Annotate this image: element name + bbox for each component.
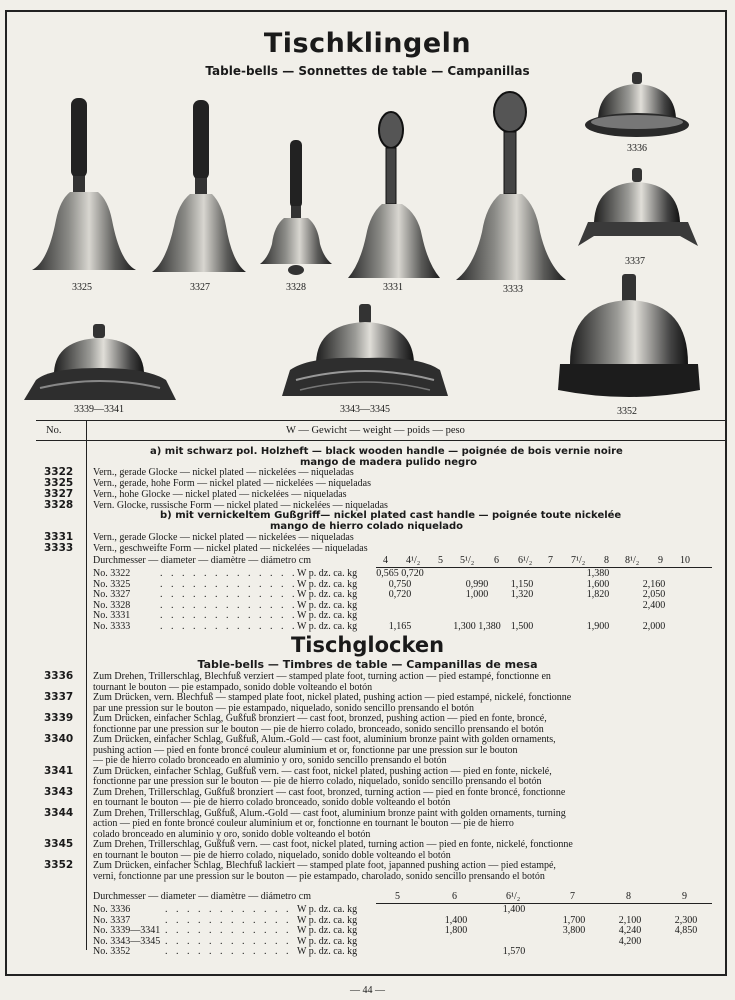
item-description: pushing action — pied en fonte broncé couleur aluminium et or, fonctionne par une pression sur le bouton	[93, 744, 518, 756]
item-number: 3341	[44, 764, 74, 777]
section-b-heading-2: mango de hierro colado niquelado	[270, 521, 464, 532]
section-b-heading: b) mit vernickeltem Gußgriff— nickel plated cast handle — poignée toute nickelée	[160, 510, 622, 521]
section-title: Tischglocken	[290, 633, 445, 657]
bell-3325	[32, 98, 136, 270]
table-cell: 1,380	[586, 568, 610, 579]
table-cell: 1,800	[444, 925, 468, 936]
item-number: 3328	[44, 499, 74, 511]
item-description: en tournant le bouton — pie de hierro colado bronceado, sonido doble volteando el botón	[93, 797, 451, 808]
bell-3343-3345	[282, 304, 448, 396]
table-row-number: No. 3331	[93, 610, 131, 621]
item-description: Zum Drücken, einfacher Schlag, Gußfuß, Alum.-Gold — cast foot, aluminium bronze paint with golden ornaments,	[93, 734, 556, 745]
item-description: fonctionne par une pression sur le bouton — pie de hierro colado, niquelado, sonido sencillo prensando el botón	[93, 776, 542, 787]
table-row-number: No. 3352	[93, 946, 131, 957]
section-a-heading-2: mango de madera pulido negro	[300, 457, 477, 468]
diameter-label: Durchmesser — diameter — diamètre — diámetro cm	[93, 891, 311, 902]
figure-caption: 3331	[383, 282, 403, 293]
table-cell: 0,750	[388, 578, 412, 590]
item-number: 3339	[44, 712, 74, 724]
section-subtitle: Table-bells — Timbres de table — Campanillas de mesa	[197, 658, 538, 671]
figure-caption: 3333	[503, 284, 523, 295]
table-row-number: No. 3327	[93, 589, 131, 600]
item-description: Zum Drücken, einfacher Schlag, Gußfuß bronziert — cast foot, bronzed, pushing action — pied en fonte, broncé,	[93, 713, 547, 724]
item-description: en tournant le bouton — pie de hierro colado, niquelado, sonido doble volteando el botón	[93, 849, 451, 861]
table-cell: 1,820	[586, 589, 610, 600]
diameter-header: 6	[494, 555, 499, 566]
diameter-header: 6¹/₂	[518, 555, 533, 566]
table-row-number: No. 3336	[93, 904, 131, 915]
item-number: 3340	[44, 733, 74, 745]
diameter-header: 9	[658, 555, 663, 566]
table-cell: 1,150	[510, 578, 534, 590]
diameter-header: 5	[438, 555, 443, 566]
diameter-header: 8	[626, 891, 631, 902]
bell-3328	[260, 140, 332, 275]
divider	[36, 420, 726, 421]
item-description: verni, fonctionne par une pression sur le bouton — pie estampado, charolado, sonido sencillo prensando el botón	[93, 870, 545, 882]
item-number: 3345	[44, 838, 74, 850]
item-number: 3333	[44, 542, 74, 554]
section-a-heading: a) mit schwarz pol. Holzheft — black wooden handle — poignée de bois vernie noire	[150, 446, 623, 457]
page-subtitle: Table-bells — Sonnettes de table — Campanillas	[205, 64, 530, 78]
table-cell: 1,500	[510, 620, 534, 632]
divider	[376, 567, 712, 568]
column-divider	[86, 420, 87, 950]
table-row-number: No. 3322	[93, 568, 131, 579]
leader-dots: . . . . . . . . . . . . .	[160, 568, 298, 579]
table-row-number: No. 3339—3341	[93, 925, 161, 936]
table-cell: 4,240	[618, 925, 642, 936]
diameter-header: 8¹/₂	[625, 555, 640, 566]
leader-dots: . . . . . . . . . . . . .	[160, 578, 298, 590]
page-title: Tischklingeln	[263, 28, 472, 59]
item-description: — pie de hierro colado bronceado en aluminio y oro, sonido sencillo prensando el botón	[93, 755, 447, 766]
diameter-header: 5	[395, 891, 400, 902]
diameter-header: 7¹/₂	[571, 555, 586, 566]
table-row-unit: W p. dz. ca. kg	[297, 904, 358, 915]
item-description: par une pression sur le bouton — pie estampado, niquelado, sonido sencillo prensando el botón	[93, 702, 475, 714]
figure-caption: 3336	[627, 143, 647, 154]
table-cell: 3,800	[562, 925, 586, 936]
item-description: fonctionne par une pression sur le bouton — pie de hierro colado, bronceado, sonido sencillo prensando el botón	[93, 723, 544, 735]
bell-illustrations	[0, 0, 735, 420]
table-row-unit: W p. dz. ca. kg	[297, 568, 358, 579]
table-cell: 0,720	[388, 589, 412, 600]
page-number: — 44 —	[350, 985, 385, 996]
item-description: Vern., gerade Glocke — nickel plated — nickelées — niqueladas	[93, 532, 354, 543]
table-cell: 1,165	[388, 620, 412, 632]
table-cell: 1,700	[562, 914, 586, 926]
figure-caption: 3325	[72, 282, 92, 293]
table-cell: 2,300	[674, 914, 698, 926]
column-header-no: No.	[46, 425, 62, 436]
item-description: Vern., hohe Glocke — nickel plated — nickelées — niqueladas	[93, 489, 347, 500]
item-number: 3352	[44, 859, 74, 871]
table-row-unit: W p. dz. ca. kg	[297, 610, 358, 621]
table-row-number: No. 3337	[93, 914, 131, 926]
diameter-header: 10	[680, 555, 690, 566]
leader-dots: . . . . . . . . . . . .	[165, 946, 292, 957]
table-cell: 0,990	[465, 578, 489, 590]
leader-dots: . . . . . . . . . . . .	[165, 935, 292, 947]
table-cell: 1,400	[444, 914, 468, 926]
diameter-header: 6¹/₂	[506, 891, 521, 902]
leader-dots: . . . . . . . . . . . . .	[160, 599, 298, 611]
item-description: tournant le bouton — pie estampado, sonido doble volteando el botón	[93, 681, 373, 693]
item-description: Zum Drehen, Trillerschlag, Gußfuß bronziert — cast foot, bronzed, turning action — pied en fonte broncé, fonctionne	[93, 786, 566, 798]
figure-caption: 3343—3345	[340, 404, 390, 415]
figure-caption: 3339—3341	[74, 404, 124, 415]
leader-dots: . . . . . . . . . . . .	[165, 904, 292, 915]
leader-dots: . . . . . . . . . . . . .	[160, 610, 298, 621]
bell-3331	[348, 112, 440, 278]
item-description: Zum Drehen, Trillerschlag, Gußfuß vern. — cast foot, nickel plated, turning action — pied en fonte, nickelé, fonctionne	[93, 839, 573, 850]
table-row-unit: W p. dz. ca. kg	[297, 578, 358, 590]
table-row-number: No. 3343—3345	[93, 935, 161, 947]
bell-3339-3341	[24, 324, 176, 400]
item-number: 3325	[44, 477, 74, 489]
divider	[376, 903, 712, 904]
table-cell: 2,000	[642, 620, 666, 632]
bell-3337	[578, 168, 698, 246]
table-cell: 4,850	[674, 925, 698, 936]
figure-caption: 3327	[190, 282, 210, 293]
item-description: Vern. Glocke, russische Form — nickel plated — nickelées — niqueladas	[93, 500, 388, 511]
table-cell: 1,900	[586, 620, 610, 632]
leader-dots: . . . . . . . . . . . .	[165, 914, 292, 926]
item-description: Zum Drücken, einfacher Schlag, Blechfuß lackiert — stamped plate foot, japanned pushing action — pied estampé,	[93, 860, 556, 871]
item-number: 3336	[44, 670, 74, 682]
diameter-header: 8	[604, 555, 609, 566]
item-number: 3322	[44, 466, 74, 478]
item-description: colado bronceado en aluminio y oro, sonido doble volteando el botón	[93, 828, 371, 840]
divider	[36, 440, 726, 441]
diameter-header: 5¹/₂	[460, 555, 475, 566]
table-row-number: No. 3325	[93, 578, 131, 590]
item-description: Vern., gerade, hohe Form — nickel plated — nickelées — niqueladas	[93, 478, 371, 489]
table-cell: 1,600	[586, 578, 610, 590]
diameter-header: 4	[383, 555, 388, 566]
table-cell: 1,400	[502, 904, 526, 915]
diameter-header: 9	[682, 891, 687, 902]
item-description: Zum Drücken, einfacher Schlag, Gußfuß vern. — cast foot, nickel plated, pushing action — pied en fonte, nickelé,	[93, 765, 552, 777]
bell-3336	[585, 72, 689, 137]
table-cell: 2,050	[642, 589, 666, 600]
table-cell: 1,570	[502, 946, 526, 957]
item-description: Zum Drehen, Trillerschlag, Blechfuß verziert — stamped plate foot, turning action — pied estampé, fonctionne en	[93, 671, 551, 682]
table-cell: 4,200	[618, 935, 642, 947]
table-cell: 1,320	[510, 589, 534, 600]
leader-dots: . . . . . . . . . . . . .	[160, 620, 298, 632]
table-row-unit: W p. dz. ca. kg	[297, 589, 358, 600]
diameter-header: 6	[452, 891, 457, 902]
table-row-unit: W p. dz. ca. kg	[297, 935, 358, 947]
column-header-weight: W — Gewicht — weight — poids — peso	[286, 425, 465, 436]
diameter-label: Durchmesser — diameter — diamètre — diámetro cm	[93, 555, 311, 566]
item-number: 3337	[44, 691, 74, 703]
figure-caption: 3337	[625, 256, 645, 267]
table-row-unit: W p. dz. ca. kg	[297, 946, 358, 957]
item-number: 3331	[44, 531, 74, 543]
table-cell: 2,160	[642, 578, 666, 590]
item-description: Vern., gerade Glocke — nickel plated — nickelées — niqueladas	[93, 467, 354, 478]
table-cell: 1,300 1,380	[453, 620, 501, 632]
item-number: 3344	[44, 806, 74, 819]
table-row-unit: W p. dz. ca. kg	[297, 925, 358, 936]
item-description: Vern., geschweifte Form — nickel plated — nickelées — niqueladas	[93, 543, 368, 554]
table-cell: 2,100	[618, 914, 642, 926]
item-number: 3343	[44, 785, 74, 798]
table-row-unit: W p. dz. ca. kg	[297, 914, 358, 926]
item-number: 3327	[44, 488, 74, 500]
bell-3327	[152, 100, 246, 272]
diameter-header: 7	[548, 555, 553, 566]
bell-3333	[456, 92, 566, 280]
item-description: Zum Drücken, vern. Blechfuß — stamped plate foot, nickel plated, pushing action — pied estampé, nickelé, fonctionne	[93, 692, 572, 703]
leader-dots: . . . . . . . . . . . .	[165, 925, 292, 936]
diameter-header: 4¹/₂	[406, 555, 421, 566]
table-cell: 2,400	[642, 599, 666, 611]
table-row-number: No. 3333	[93, 620, 131, 632]
table-row-unit: W p. dz. ca. kg	[297, 620, 358, 632]
figure-caption: 3352	[617, 406, 637, 417]
item-description: Zum Drehen, Trillerschlag, Gußfuß, Alum.-Gold — cast foot, aluminium bronze paint with golden ornaments, turning	[93, 807, 566, 819]
table-row-unit: W p. dz. ca. kg	[297, 599, 358, 611]
item-description: action — pied en fonte broncé couleur aluminium et or, fonctionne en tournant le bouton — pie de hierro	[93, 818, 514, 829]
figure-caption: 3328	[286, 282, 306, 293]
diameter-header: 7	[570, 891, 575, 902]
bell-3352	[558, 274, 700, 397]
table-cell: 0,565 0,720	[376, 568, 424, 579]
table-cell: 1,000	[465, 589, 489, 600]
table-row-number: No. 3328	[93, 599, 131, 611]
leader-dots: . . . . . . . . . . . . .	[160, 589, 298, 600]
